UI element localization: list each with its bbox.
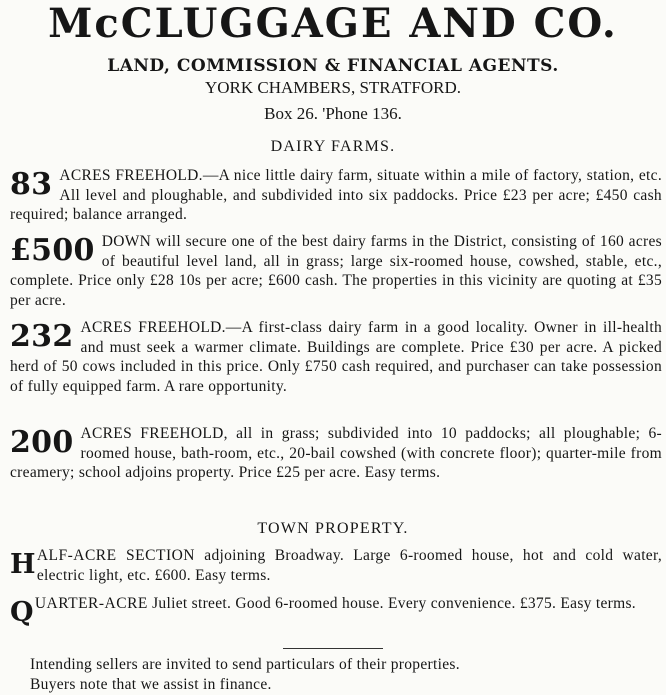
listing-initial: Q — [10, 597, 34, 628]
listing-dairy-3 — [10, 318, 662, 396]
listing-text: adjoining Broadway. Large 6-roomed house, hot and cold water, electric light, etc. £600. Easy terms. — [36, 547, 662, 584]
divider-rule — [283, 648, 383, 649]
listing-town-1 — [10, 546, 662, 585]
listing-text: ACRES FREEHOLD, all in grass; subdivided into 10 paddocks; all ploughable; 6-roomed house, bath-room, etc., 20-bail cowshed (with concrete floor); quarter-mile from creamery; school adjoins property. Price £25 per acre. Easy terms. — [10, 425, 662, 481]
firm-address: YORK CHAMBERS, STRATFORD. — [205, 78, 461, 97]
listing-lead: UARTER-ACRE — [34, 595, 148, 612]
footer-note-sellers: Intending sellers are invited to send particulars of their properties. — [30, 656, 460, 673]
dairy-farms-heading: DAIRY FARMS. — [270, 138, 396, 155]
firm-subtitle: LAND, COMMISSION & FINANCIAL AGENTS. — [107, 56, 559, 76]
town-property-heading: TOWN PROPERTY. — [257, 520, 409, 537]
listing-initial: H — [10, 549, 36, 580]
listing-dairy-4 — [10, 424, 662, 483]
firm-name: McCLUGGAGE AND CO. — [48, 0, 618, 47]
listing-lead: ALF-ACRE SECTION — [36, 547, 195, 564]
listing-lead: £500 — [10, 233, 95, 268]
listing-lead: 232 — [10, 319, 74, 354]
listing-text: ACRES FREEHOLD.—A first-class dairy farm in a good locality. Owner in ill-health and must seek a warmer climate. Buildings are complete. Price £30 per acre. A picked herd of 50 cows included in this price. Only £750 cash required, and purchaser can take possession of fully equipped farm. A rare opportunity. — [10, 319, 662, 395]
listing-text: DOWN will secure one of the best dairy farms in the District, consisting of 160 acres of beautiful level land, all in grass; large six-roomed house, cowshed, stable, etc., complete. Price only £28 10s per acre; £600 cash. The properties in this vicinity are quoting at £35 per acre. — [10, 233, 662, 309]
listing-text: Juliet street. Good 6-roomed house. Every convenience. £375. Easy terms. — [152, 595, 636, 612]
listing-dairy-2 — [10, 232, 662, 310]
listing-lead: 83 — [10, 167, 53, 202]
listing-town-2 — [10, 594, 662, 630]
listing-lead: 200 — [10, 425, 74, 460]
listing-dairy-1 — [10, 166, 662, 225]
listing-text: ACRES FREEHOLD.—A nice little dairy farm, situate within a mile of factory, station, etc. All level and ploughable, and subdivided into six paddocks. Price £23 per acre; £450 cash required; balance arranged. — [10, 167, 662, 223]
footer-note-buyers: Buyers note that we assist in finance. — [30, 676, 272, 693]
firm-contact: Box 26. 'Phone 136. — [264, 104, 402, 123]
